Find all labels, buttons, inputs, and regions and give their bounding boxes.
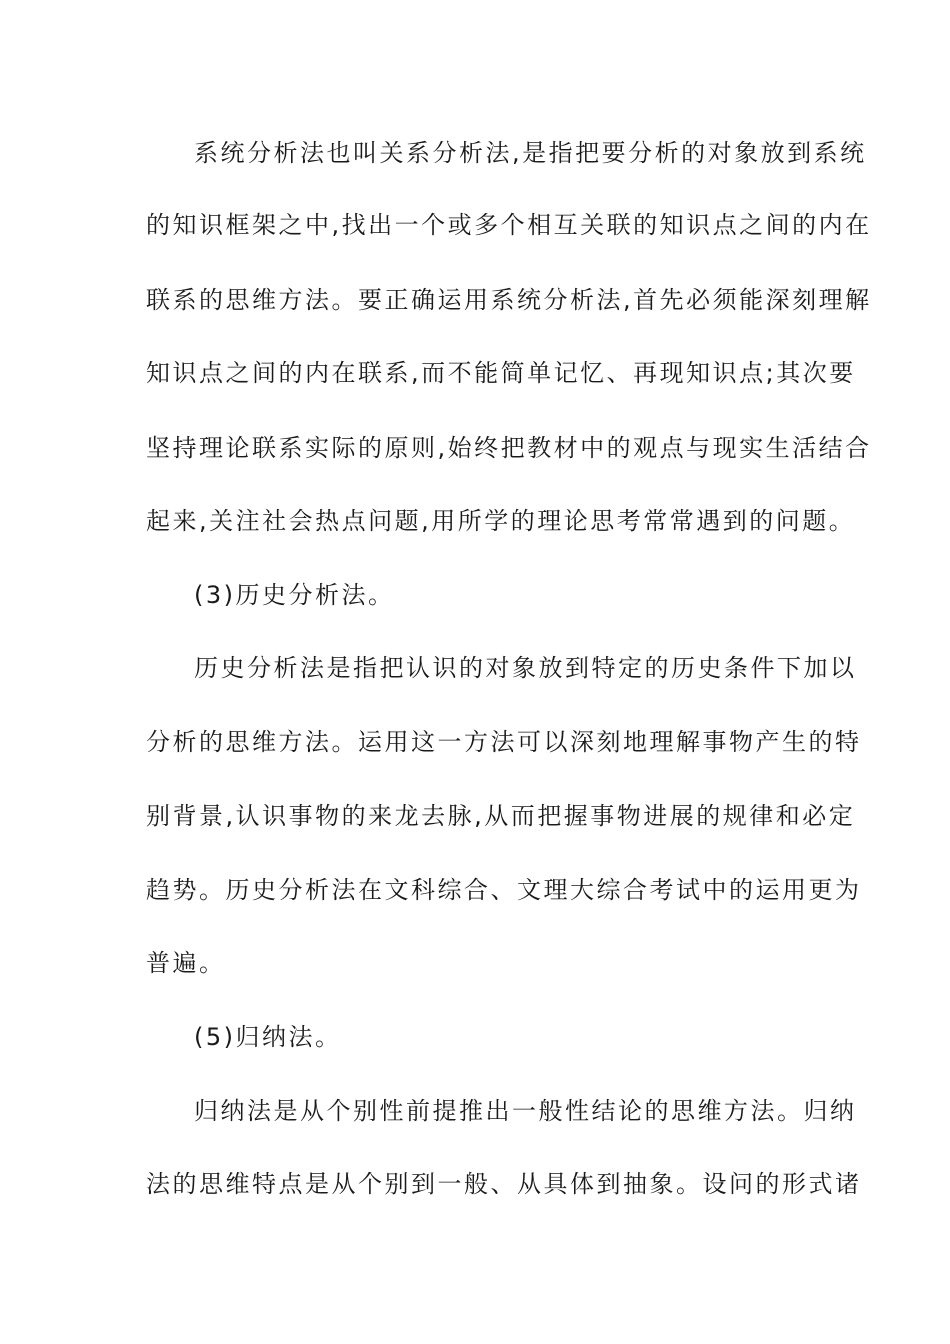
- paragraph-line: 联系的思维方法。要正确运用系统分析法,首先必须能深刻理解: [146, 286, 872, 314]
- paragraph-line: 别背景,认识事物的来龙去脉,从而把握事物进展的规律和必定: [146, 802, 856, 830]
- paragraph-line: 法的思维特点是从个别到一般、从具体到抽象。设问的形式诸: [146, 1170, 862, 1198]
- paragraph-line: 起来,关注社会热点问题,用所学的理论思考常常遇到的问题。: [146, 507, 856, 535]
- paragraph-line: 趋势。历史分析法在文科综合、文理大综合考试中的运用更为: [146, 876, 862, 904]
- section-heading: (3)历史分析法。: [194, 581, 395, 609]
- section-heading: (5)归纳法。: [194, 1023, 342, 1051]
- paragraph-line: 分析的思维方法。运用这一方法可以深刻地理解事物产生的特: [146, 728, 862, 756]
- paragraph-line: 知识点之间的内在联系,而不能简单记忆、再现知识点;其次要: [146, 359, 856, 387]
- paragraph-line: 普遍。: [146, 949, 226, 977]
- paragraph-line: 坚持理论联系实际的原则,始终把教材中的观点与现实生活结合: [146, 434, 872, 462]
- paragraph-line: 系统分析法也叫关系分析法,是指把要分析的对象放到系统: [194, 139, 867, 167]
- paragraph-line: 归纳法是从个别性前提推出一般性结论的思维方法。归纳: [194, 1097, 857, 1125]
- paragraph-line: 的知识框架之中,找出一个或多个相互关联的知识点之间的内在: [146, 211, 872, 239]
- paragraph-line: 历史分析法是指把认识的对象放到特定的历史条件下加以: [194, 654, 857, 682]
